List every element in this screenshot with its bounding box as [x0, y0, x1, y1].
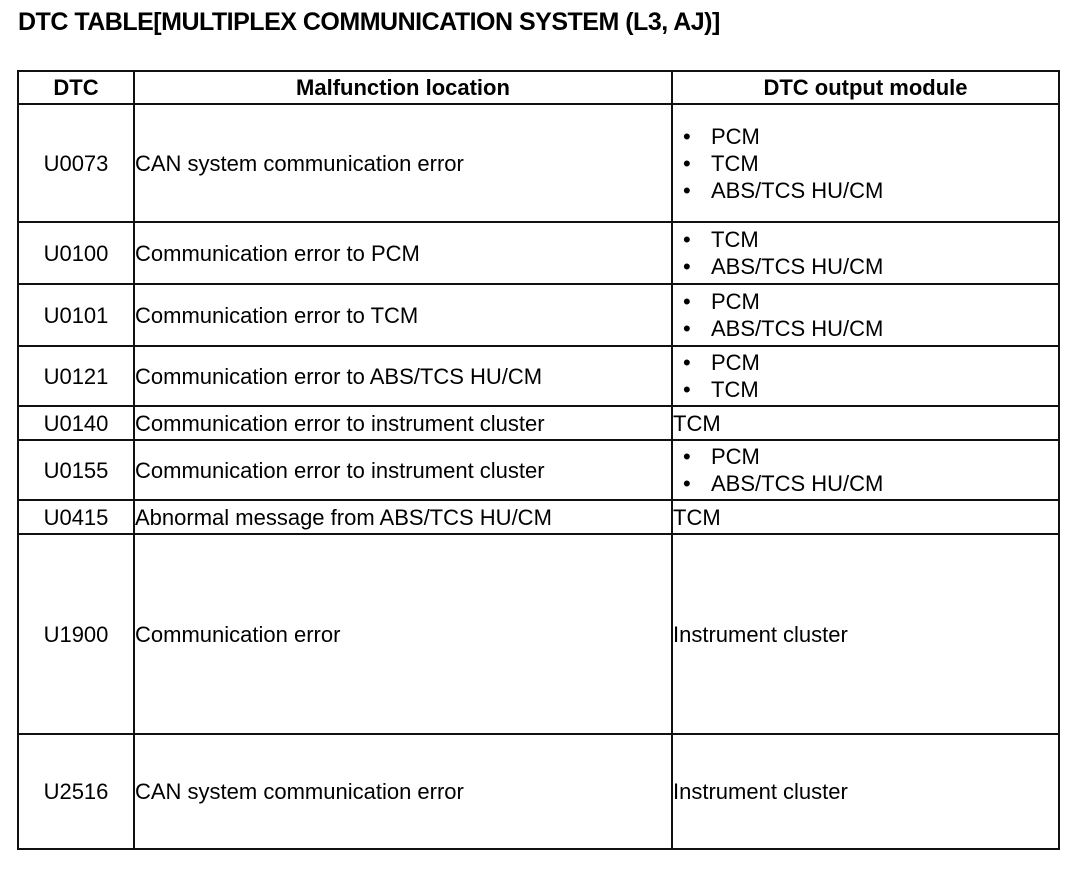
malfunction-location: Communication error to instrument cluster	[134, 406, 672, 440]
dtc-code: U0415	[18, 500, 134, 534]
dtc-code: U0101	[18, 284, 134, 346]
output-module-list	[673, 226, 1058, 280]
malfunction-location: Communication error to TCM	[134, 284, 672, 346]
dtc-code: U0073	[18, 104, 134, 222]
output-module-item: • ABS/TCS HU/CM	[673, 315, 1058, 342]
output-module-list	[673, 443, 1058, 497]
column-header-dtc-output-module: DTC output module	[672, 71, 1059, 104]
output-module-item: • ABS/TCS HU/CM	[673, 470, 1058, 497]
malfunction-location: Communication error to PCM	[134, 222, 672, 284]
output-module-item: • TCM	[673, 226, 1058, 253]
output-module: TCM	[672, 500, 1059, 534]
dtc-code: U0100	[18, 222, 134, 284]
dtc-code: U0140	[18, 406, 134, 440]
malfunction-location: Abnormal message from ABS/TCS HU/CM	[134, 500, 672, 534]
malfunction-location: Communication error to ABS/TCS HU/CM	[134, 346, 672, 406]
table-row	[18, 222, 1059, 284]
output-module-cell	[672, 440, 1059, 500]
column-header-malfunction-location: Malfunction location	[134, 71, 672, 104]
output-module-list	[673, 288, 1058, 342]
malfunction-location: Communication error to instrument cluster	[134, 440, 672, 500]
dtc-code: U0121	[18, 346, 134, 406]
table-row	[18, 440, 1059, 500]
output-module-cell	[672, 284, 1059, 346]
table-row	[18, 346, 1059, 406]
table-row	[18, 104, 1059, 222]
output-module: Instrument cluster	[672, 534, 1059, 734]
table-row	[18, 534, 1059, 734]
output-module-item: • PCM	[673, 123, 1058, 150]
output-module-cell	[672, 104, 1059, 222]
dtc-code: U1900	[18, 534, 134, 734]
table-row	[18, 406, 1059, 440]
output-module: Instrument cluster	[672, 734, 1059, 849]
table-row	[18, 500, 1059, 534]
malfunction-location: CAN system communication error	[134, 734, 672, 849]
table-row	[18, 284, 1059, 346]
output-module-item: • PCM	[673, 443, 1058, 470]
output-module-list	[673, 349, 1058, 403]
output-module-item: • TCM	[673, 376, 1058, 403]
output-module-item: • ABS/TCS HU/CM	[673, 253, 1058, 280]
dtc-table	[17, 70, 1060, 850]
output-module: TCM	[672, 406, 1059, 440]
output-module-item: • ABS/TCS HU/CM	[673, 177, 1058, 204]
output-module-list	[673, 123, 1058, 204]
output-module-cell	[672, 222, 1059, 284]
column-header-dtc: DTC	[18, 71, 134, 104]
table-header-row	[18, 71, 1059, 104]
output-module-cell	[672, 346, 1059, 406]
output-module-item: • TCM	[673, 150, 1058, 177]
output-module-item: • PCM	[673, 288, 1058, 315]
output-module-item: • PCM	[673, 349, 1058, 376]
malfunction-location: CAN system communication error	[134, 104, 672, 222]
malfunction-location: Communication error	[134, 534, 672, 734]
page-title: DTC TABLE[MULTIPLEX COMMUNICATION SYSTEM (L3, AJ)]	[18, 8, 720, 36]
dtc-code: U2516	[18, 734, 134, 849]
table-row	[18, 734, 1059, 849]
dtc-code: U0155	[18, 440, 134, 500]
